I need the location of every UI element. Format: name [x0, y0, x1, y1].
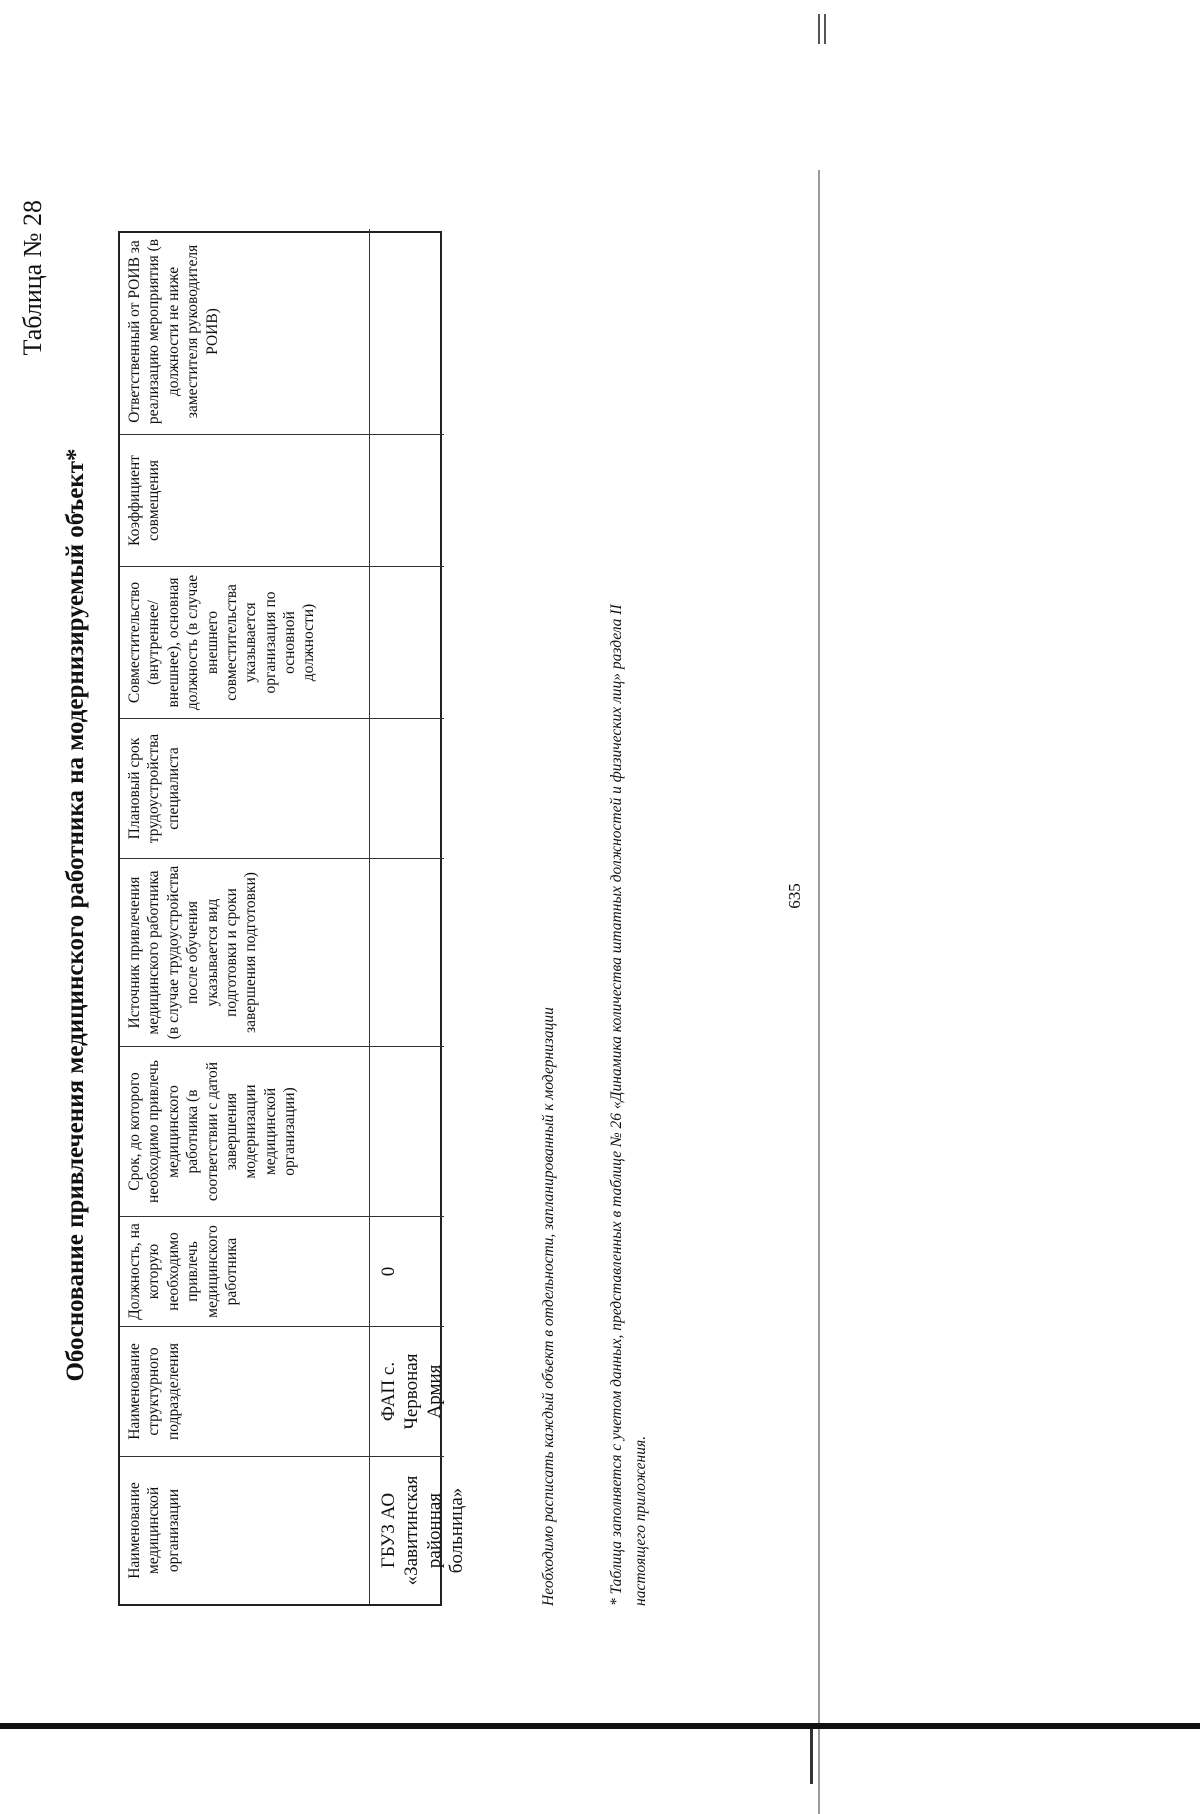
header-cell: Должность, на которую необходимо привлечь медицинского работника — [120, 1216, 370, 1326]
justification-table — [118, 231, 468, 1606]
table-cell-planned-date — [370, 718, 444, 858]
header-cell: Плановый срок трудоустройства специалиста — [120, 718, 370, 858]
footnote-asterisk: * Таблица заполняется с учетом данных, представленных в таблице № 26 «Динамика количества штатных должностей и физических лиц» раздела II — [608, 604, 625, 1606]
header-cell: Ответственный от РОИВ за реализацию мероприятия (в должности не ниже заместителя руководителя РОИВ) — [120, 229, 370, 434]
header-cell: Источник привлечения медицинского работника (в случае трудоустройства после обучения указывается вид подготовки и сроки завершения подготовки) — [120, 858, 370, 1046]
table-cell-organization: ГБУЗ АО «Завитинская районная больница» — [370, 1456, 444, 1604]
table-cell-source — [370, 858, 444, 1046]
header-cell: Срок, до которого необходимо привлечь медицинского работника (в соответствии с датой завершения модернизации медицинской организации) — [120, 1046, 370, 1216]
header-cell: Коэффициент совмещения — [120, 434, 370, 566]
table-cell-subdivision: ФАП с. Червоная Армия — [370, 1326, 444, 1456]
table-cell-position: 0 — [370, 1216, 444, 1326]
table-number: Таблица № 28 — [18, 200, 47, 356]
footnote-asterisk-continued: настоящего приложения. — [632, 1435, 649, 1606]
table-cell-combination — [370, 566, 444, 718]
rotated-page-content — [0, 200, 780, 1630]
scan-edge-mark — [810, 1729, 823, 1784]
header-cell: Наименование медицинской организации — [120, 1456, 370, 1604]
table-cell-coefficient — [370, 434, 444, 566]
scan-edge-bar — [0, 1723, 1200, 1729]
header-cell: Совместительство (внутреннее/ внешнее), основная должность (в случае внешнего совместительства указывается организация по основной должности) — [120, 566, 370, 718]
scan-fold-line — [818, 170, 820, 1814]
footnote-each-object: Необходимо расписать каждый объект в отдельности, запланированный к модернизации — [540, 1007, 557, 1606]
scan-edge-mark — [818, 14, 826, 44]
page-number: 635 — [784, 883, 804, 909]
table-cell-responsible — [370, 229, 444, 434]
header-cell: Наименование структурного подразделения — [120, 1326, 370, 1456]
table-cell-deadline — [370, 1046, 444, 1216]
page-title: Обоснование привлечения медицинского работника на модернизируемый объект* — [62, 448, 89, 1382]
